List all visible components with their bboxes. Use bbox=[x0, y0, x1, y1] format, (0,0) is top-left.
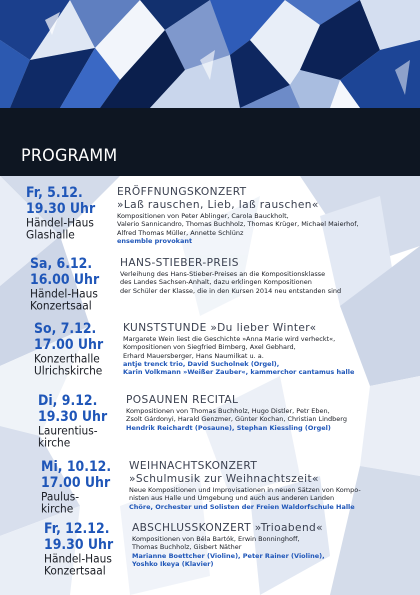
event-details bbox=[120, 257, 420, 295]
event-title: HANS-STIEBER-PREIS bbox=[120, 257, 239, 269]
event-venue-line-1: Händel-Haus bbox=[44, 553, 112, 566]
event-venue-line-2: Konzertsaal bbox=[30, 300, 92, 313]
event-performers: ensemble provokant bbox=[117, 236, 193, 245]
event-title: ABSCHLUSSKONZERT »Trioabend« bbox=[132, 522, 324, 534]
event-venue-line-1: Händel-Haus bbox=[26, 217, 94, 230]
event-description: Verleihung des Hans-Stieber-Preises an die Kompositionsklasse des Landes Sachsen-Anhalt, dazu erklingen Kompositionen der Schüler der Klasse, die in den Kursen 2014 neu entstanden sind bbox=[120, 270, 342, 295]
page-title: PROGRAMM bbox=[21, 145, 118, 166]
event-details bbox=[123, 322, 420, 376]
event-title: ERÖFFNUNGSKONZERT bbox=[117, 186, 247, 198]
event-details bbox=[117, 186, 417, 245]
event-time: 16.00 Uhr bbox=[30, 270, 100, 288]
event-title: POSAUNEN RECITAL bbox=[126, 394, 239, 406]
event-performers: Marianne Boettcher (Violine), Peter Rainer (Violine), Yoshko Ikeya (Klavier) bbox=[132, 551, 325, 568]
event-date: Di, 9.12. bbox=[38, 391, 98, 409]
event-title: KUNSTSTUNDE »Du lieber Winter« bbox=[123, 322, 317, 334]
event-time: 17.00 Uhr bbox=[41, 473, 111, 491]
event-venue-line-1: Konzerthalle bbox=[34, 353, 100, 366]
event-venue-line-1: Händel-Haus bbox=[30, 288, 98, 301]
event-details bbox=[132, 522, 420, 568]
event-performers: Hendrik Reichardt (Posaune), Stephan Kiessling (Orgel) bbox=[126, 423, 331, 432]
event-date: Sa, 6.12. bbox=[30, 254, 93, 272]
event-venue-line-2: kirche bbox=[38, 437, 71, 450]
event-venue-line-1: Laurentius- bbox=[38, 425, 98, 438]
event-venue-line-2: Glashalle bbox=[26, 229, 75, 242]
event-description: Kompositionen von Thomas Buchholz, Hugo Distler, Petr Eben, Zsolt Gárdonyi, Harald Genzmer, Günter Kochan, Christian Lindberg bbox=[126, 407, 347, 424]
event-subtitle: »Laß rauschen, Lieb, laß rauschen« bbox=[117, 199, 319, 211]
event-venue-line-2: kirche bbox=[41, 503, 74, 516]
event-time: 17.00 Uhr bbox=[34, 335, 104, 353]
event-description: Kompositionen von Peter Ablinger, Carola Bauckholt, Valerio Sannicandro, Thomas Buchholz, Thomas Krüger, Michael Maierhof, Alfred Thomas Müller, Annette Schlünz bbox=[117, 212, 359, 237]
event-venue-line-2: Konzertsaal bbox=[44, 565, 106, 578]
event-time: 19.30 Uhr bbox=[38, 407, 108, 425]
event-performers: antje trenck trio, David Sucholnek (Orgel), Karin Volkmann »Weißer Zauber«, kammerchor cantamus halle bbox=[123, 359, 355, 377]
event-performers: Chöre, Orchester und Solisten der Freien Waldorfschule Halle bbox=[129, 502, 355, 511]
event-date: Mi, 10.12. bbox=[41, 457, 112, 475]
event-date: Fr, 12.12. bbox=[44, 519, 110, 537]
event-description: Neue Kompositionen und Improvisationen in neuen Sätzen von Kompo- nisten aus Halle und Umgebung und auch aus anderen Landen bbox=[129, 486, 361, 503]
event-title: WEIHNACHTSKONZERT bbox=[129, 460, 258, 472]
event-venue-line-2: Ulrichskirche bbox=[34, 365, 103, 378]
event-venue-line-1: Paulus- bbox=[41, 491, 80, 504]
event-description: Margarete Wein liest die Geschichte »Anna Marie wird verheckt«, Kompositionen von Siegfried Bimberg, Axel Gebhard, Erhard Mauersberger, Hans Naumilkat u. a. bbox=[123, 335, 336, 360]
event-date: Fr, 5.12. bbox=[26, 183, 83, 201]
event-subtitle: »Schulmusik zur Weihnachtszeit« bbox=[129, 473, 319, 485]
event-details bbox=[129, 460, 420, 511]
event-date: So, 7.12. bbox=[34, 319, 97, 337]
event-time: 19.30 Uhr bbox=[44, 535, 114, 553]
event-time: 19.30 Uhr bbox=[26, 199, 96, 217]
event-details bbox=[126, 394, 420, 432]
event-description: Kompositionen von Béla Bartók, Erwin Bonninghoff, Thomas Buchholz, Gisbert Näther bbox=[132, 535, 300, 552]
